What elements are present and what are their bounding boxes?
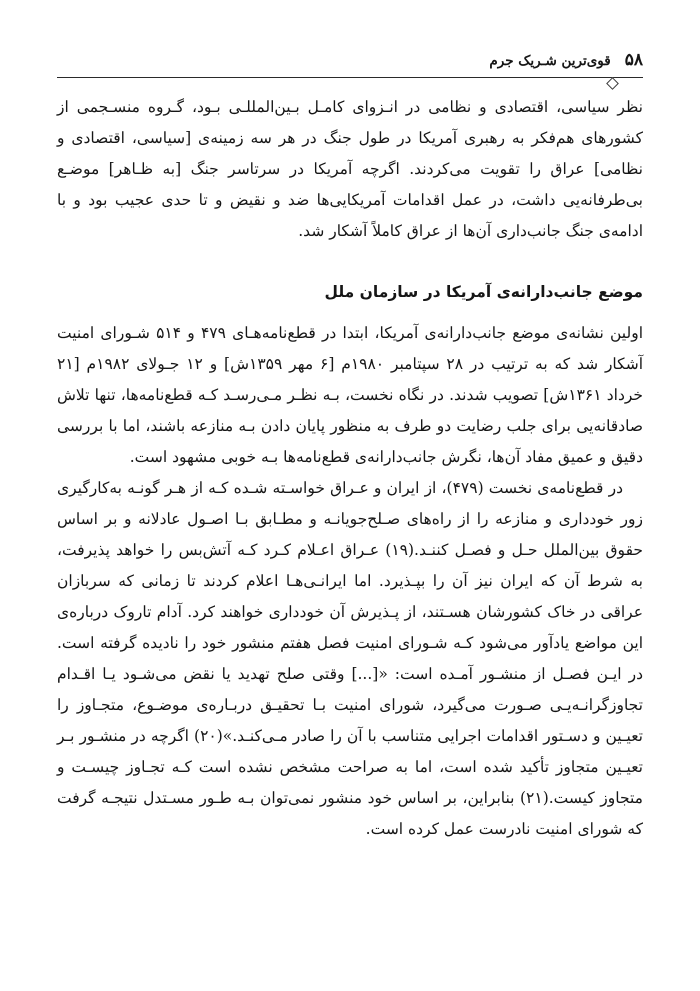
section-heading: موضع جانب‌دارانه‌ی آمریکا در سازمان ملل	[324, 283, 643, 301]
page-number: ۵۸	[624, 50, 643, 70]
diamond-ornament-icon	[606, 77, 619, 90]
running-title: قوی‌ترین شـریک جرم	[489, 53, 611, 69]
page-body	[57, 92, 643, 845]
paragraph: اولین نشانه‌ی موضع جانب‌دارانه‌ی آمریکا، ابتدا در قطع‌نامه‌هـای ۴۷۹ و ۵۱۴ شـورای امنیت آشکار شد که به ترتیب در ۲۸ سپتامبر ۱۹۸۰م [۶ مهر ۱۳۵۹ش] و ۱۲ جـولای ۱۹۸۲م [۲۱ خرداد ۱۳۶۱ش] تصویب شدند. در نگاه نخست، بـه نظـر مـی‌رسـد کـه قطع‌نامه‌ها، تنها تلاش صادقانه‌یی برای جلب رضایت دو طرف به منظور پایان دادن بـه منازعه باشند، اما با بررسی دقیق و عمیق مفاد آن‌ها، نگرش جانب‌دارانه‌ی قطع‌نامه‌ها بـه خوبی مشهود است.	[57, 324, 644, 466]
paragraph: در قطع‌نامه‌ی نخست (۴۷۹)، از ایران و عـراق خواسـته شـده کـه از هـر گونـه به‌کارگیری زور خودداری و منازعه را از راه‌های صـلح‌جویانـه و مطـابق بـا اصـول عادلانه و بر اساس حقوق بین‌الملل حـل و فصـل کننـد.(۱۹) عـراق اعـلام کـرد کـه آتش‌بس را خواهد پذیرفت، به شرط آن که ایران نیز آن را بپـذیرد. اما ایرانـی‌هـا اعلام کردند تا زمانی که سربازان عراقی در خاک کشورشان هسـتند، از پـذیرش آن خودداری خواهند کرد. آدام تاروک درباره‌ی این مواضع یادآور می‌شود کـه شـورای امنیت فصل هفتم منشور خود را نادیده گرفته است. در ایـن فصـل از منشـور آمـده است: «[...] وقتی صلح تهدید یا نقض می‌شـود یـا اقـدام تجاوزگرانـه‌یـی صـورت می‌گیرد، شورای امنیت بـا تحقیـق دربـاره‌ی موضـوع، متجـاوز را تعیـین و دسـتور اقدامات اجرایی متناسب با آن را صادر مـی‌کنـد.»(۲۰) اگرچه در منشـور بـر تعیـین متجاوز تأکید شده است، اما به صراحت مشخص نشده است کـه تجـاوز چیسـت و متجاوز کیست.(۲۱) بنابراین، بر اساس خود منشور نمی‌توان بـه طـور مسـتدل نتیجـه گرفت که شورای امنیت نادرست عمل کرده است.	[57, 479, 643, 838]
paragraph-continuation: نظر سیاسی، اقتصادی و نظامی در انـزوای کامـل بـین‌المللـی بـود، گـروه منسـجمی از کشورهای هم‌فکر به رهبری آمریکا در طول جنگ در هر سه زمینه‌ی [سیاسی، اقتصادی و نظامی] عراق را تقویت می‌کردند. اگرچه آمریکا در سرتاسر جنگ [به ظـاهر] موضـع بی‌طرفانه‌یی داشت، در عمل اقدامات آمریکایی‌ها ضد و نقیض و تا حدی عجیب بود و با ادامه‌ی جنگ جانب‌داری آن‌ها از عراق کاملاً آشکار شد.	[57, 98, 643, 240]
page-header	[57, 50, 643, 78]
